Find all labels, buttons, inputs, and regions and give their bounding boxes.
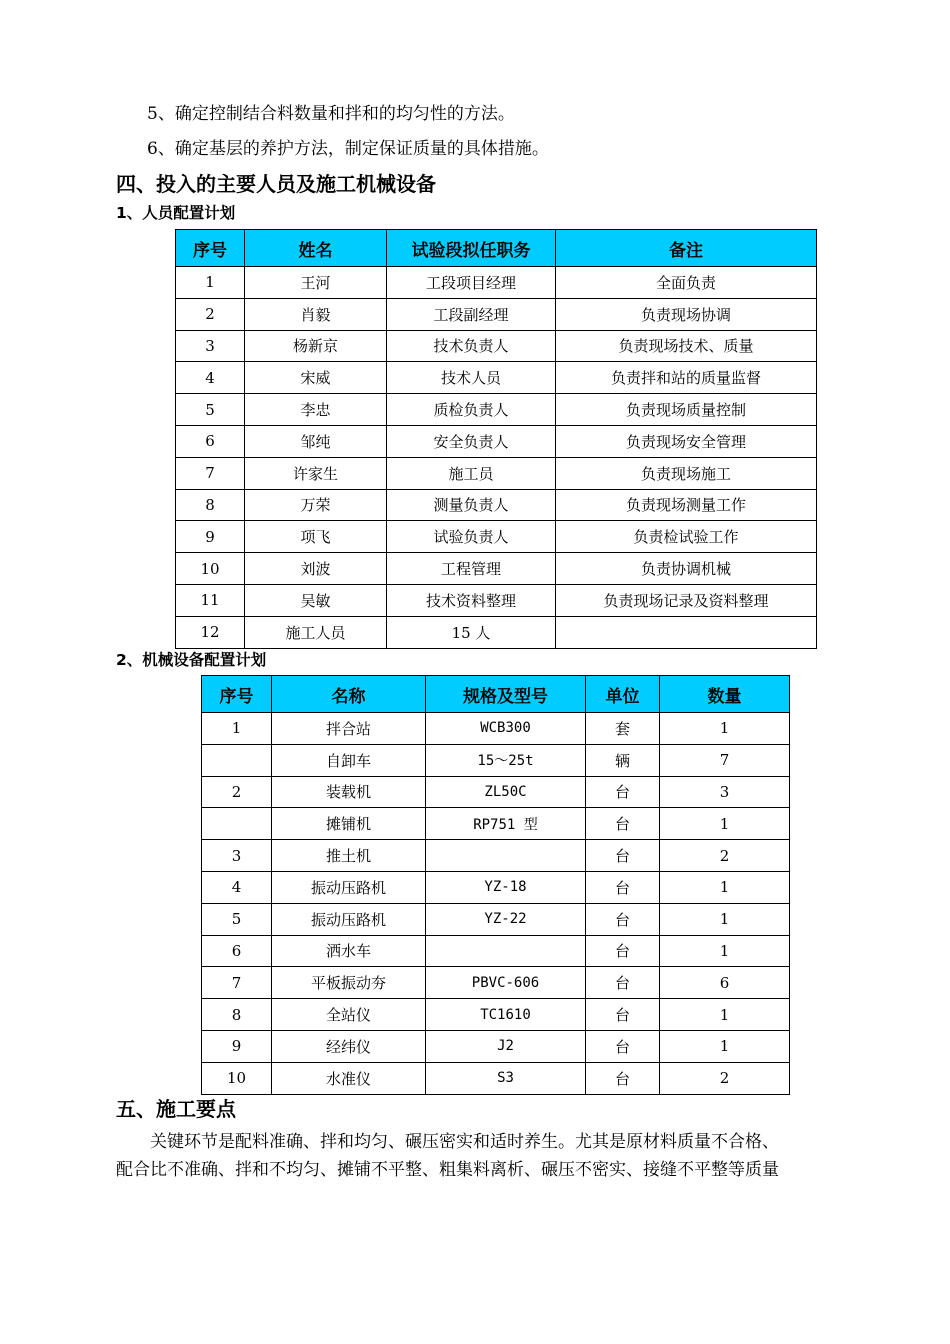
header-cell: 姓名: [245, 230, 387, 267]
header-cell: 序号: [176, 230, 245, 267]
table-cell: 平板振动夯: [272, 967, 426, 999]
table-row: [176, 267, 817, 299]
table-cell: 辆: [586, 744, 660, 776]
table-row: [202, 808, 790, 840]
table-cell: 负责拌和站的质量监督: [556, 362, 817, 394]
table-cell: 质检负责人: [387, 394, 556, 426]
table-cell: 7: [202, 967, 272, 999]
table-cell: 1: [660, 871, 790, 903]
table-row: [202, 776, 790, 808]
table-row: [176, 553, 817, 585]
table-cell: 1: [202, 713, 272, 745]
table-cell: 2: [660, 1062, 790, 1094]
table-cell: 10: [202, 1062, 272, 1094]
table-cell: 台: [586, 999, 660, 1031]
equipment-table: [201, 675, 790, 1095]
table-cell: 12: [176, 616, 245, 648]
personnel-table: [175, 229, 817, 649]
table-cell: 5: [202, 903, 272, 935]
table-cell: 拌合站: [272, 713, 426, 745]
table-cell: 9: [176, 521, 245, 553]
header-cell: 试验段拟任职务: [387, 230, 556, 267]
table-cell: 10: [176, 553, 245, 585]
step-6-text: 6、确定基层的养护方法，制定保证质量的具体措施。: [147, 139, 549, 159]
table-row: [202, 903, 790, 935]
table-row: [176, 394, 817, 426]
table-cell: 施工员: [387, 457, 556, 489]
table-cell: 负责协调机械: [556, 553, 817, 585]
table-row: [176, 489, 817, 521]
paragraph-line-2: 配合比不准确、拌和不均匀、摊铺不平整、粗集料离析、碾压不密实、接缝不平整等质量: [116, 1160, 779, 1180]
table-cell: 负责检试验工作: [556, 521, 817, 553]
table-cell: PBVC-606: [426, 967, 586, 999]
table-cell: [556, 616, 817, 648]
equipment-header-row: [202, 676, 790, 713]
table-cell: 洒水车: [272, 935, 426, 967]
table-row: [176, 584, 817, 616]
table-cell: 8: [202, 999, 272, 1031]
table-cell: 1: [660, 903, 790, 935]
table-row: [202, 1062, 790, 1094]
table-cell: 经纬仪: [272, 1030, 426, 1062]
table-cell: 工段副经理: [387, 298, 556, 330]
table-row: [176, 330, 817, 362]
table-cell: 杨新京: [245, 330, 387, 362]
table-cell: 刘波: [245, 553, 387, 585]
table-cell: 套: [586, 713, 660, 745]
table-row: [202, 840, 790, 872]
table-row: [202, 967, 790, 999]
table-cell: 负责现场施工: [556, 457, 817, 489]
table-cell: 试验负责人: [387, 521, 556, 553]
table-cell: 1: [660, 713, 790, 745]
step-5-text: 5、确定控制结合料数量和拌和的均匀性的方法。: [147, 104, 515, 124]
table-cell: 15 人: [387, 616, 556, 648]
table-cell: 6: [202, 935, 272, 967]
table-cell: 台: [586, 871, 660, 903]
table-cell: 工段项目经理: [387, 267, 556, 299]
table-cell: [202, 744, 272, 776]
table-cell: 推土机: [272, 840, 426, 872]
table-cell: 工程管理: [387, 553, 556, 585]
header-cell: 序号: [202, 676, 272, 713]
table-cell: 许家生: [245, 457, 387, 489]
table-cell: 振动压路机: [272, 903, 426, 935]
table-cell: 负责现场技术、质量: [556, 330, 817, 362]
table-cell: 11: [176, 584, 245, 616]
table-cell: 水准仪: [272, 1062, 426, 1094]
table-cell: 台: [586, 967, 660, 999]
table-cell: 负责现场质量控制: [556, 394, 817, 426]
table-row: [202, 871, 790, 903]
table-cell: 8: [176, 489, 245, 521]
table-cell: YZ-18: [426, 871, 586, 903]
table-row: [176, 521, 817, 553]
table-cell: YZ-22: [426, 903, 586, 935]
table-cell: 4: [176, 362, 245, 394]
header-cell: 单位: [586, 676, 660, 713]
table-cell: 自卸车: [272, 744, 426, 776]
table-cell: 施工人员: [245, 616, 387, 648]
table-cell: 测量负责人: [387, 489, 556, 521]
table-row: [202, 999, 790, 1031]
table-cell: 2: [660, 840, 790, 872]
table-cell: 装载机: [272, 776, 426, 808]
table-row: [176, 298, 817, 330]
table-cell: 负责现场协调: [556, 298, 817, 330]
table-cell: TC1610: [426, 999, 586, 1031]
table-cell: 1: [660, 808, 790, 840]
table-cell: 负责现场测量工作: [556, 489, 817, 521]
table-cell: 李忠: [245, 394, 387, 426]
table-cell: 台: [586, 840, 660, 872]
table-cell: 吴敏: [245, 584, 387, 616]
table-cell: 安全负责人: [387, 425, 556, 457]
table-cell: 5: [176, 394, 245, 426]
table-cell: 2: [202, 776, 272, 808]
table-cell: 王河: [245, 267, 387, 299]
paragraph-line-1: 关键环节是配料准确、拌和均匀、碾压密实和适时养生。尤其是原材料质量不合格、: [150, 1132, 779, 1152]
table-cell: 技术资料整理: [387, 584, 556, 616]
table-cell: 台: [586, 903, 660, 935]
table-cell: ZL50C: [426, 776, 586, 808]
table-cell: 3: [660, 776, 790, 808]
table-cell: 负责现场记录及资料整理: [556, 584, 817, 616]
table-cell: 1: [660, 1030, 790, 1062]
section-5-heading: 五、施工要点: [116, 1097, 236, 1121]
table-cell: 1: [660, 999, 790, 1031]
table-cell: 2: [176, 298, 245, 330]
table-cell: 振动压路机: [272, 871, 426, 903]
table-cell: 摊铺机: [272, 808, 426, 840]
table-cell: 6: [660, 967, 790, 999]
table-cell: 4: [202, 871, 272, 903]
table-cell: [202, 808, 272, 840]
table-cell: WCB300: [426, 713, 586, 745]
table-row: [202, 935, 790, 967]
table-row: [176, 616, 817, 648]
table-cell: 15～25t: [426, 744, 586, 776]
table-cell: RP751 型: [426, 808, 586, 840]
table-row: [176, 425, 817, 457]
table-cell: J2: [426, 1030, 586, 1062]
table-cell: 万荣: [245, 489, 387, 521]
table-row: [176, 362, 817, 394]
table-cell: 7: [660, 744, 790, 776]
table-cell: 技术人员: [387, 362, 556, 394]
table-cell: 台: [586, 1030, 660, 1062]
table-cell: 台: [586, 776, 660, 808]
table-cell: 全面负责: [556, 267, 817, 299]
table-cell: 项飞: [245, 521, 387, 553]
table-cell: 1: [660, 935, 790, 967]
table-cell: 肖毅: [245, 298, 387, 330]
table-cell: 7: [176, 457, 245, 489]
table-cell: S3: [426, 1062, 586, 1094]
table-cell: [426, 840, 586, 872]
table-cell: 6: [176, 425, 245, 457]
table-cell: 负责现场安全管理: [556, 425, 817, 457]
table-row: [202, 1030, 790, 1062]
header-cell: 备注: [556, 230, 817, 267]
table-cell: 全站仪: [272, 999, 426, 1031]
personnel-header-row: [176, 230, 817, 267]
table-cell: 台: [586, 808, 660, 840]
table-row: [176, 457, 817, 489]
table-cell: 台: [586, 935, 660, 967]
table-cell: 3: [176, 330, 245, 362]
table-row: [202, 744, 790, 776]
table-cell: 1: [176, 267, 245, 299]
header-cell: 名称: [272, 676, 426, 713]
table-cell: 9: [202, 1030, 272, 1062]
header-cell: 数量: [660, 676, 790, 713]
header-cell: 规格及型号: [426, 676, 586, 713]
section-4-heading: 四、投入的主要人员及施工机械设备: [116, 172, 436, 196]
equipment-plan-heading: 2、机械设备配置计划: [116, 651, 267, 669]
table-row: [202, 713, 790, 745]
table-cell: 技术负责人: [387, 330, 556, 362]
table-cell: [426, 935, 586, 967]
table-cell: 3: [202, 840, 272, 872]
table-cell: 台: [586, 1062, 660, 1094]
personnel-plan-heading: 1、人员配置计划: [116, 204, 236, 222]
table-cell: 宋威: [245, 362, 387, 394]
table-cell: 邹纯: [245, 425, 387, 457]
